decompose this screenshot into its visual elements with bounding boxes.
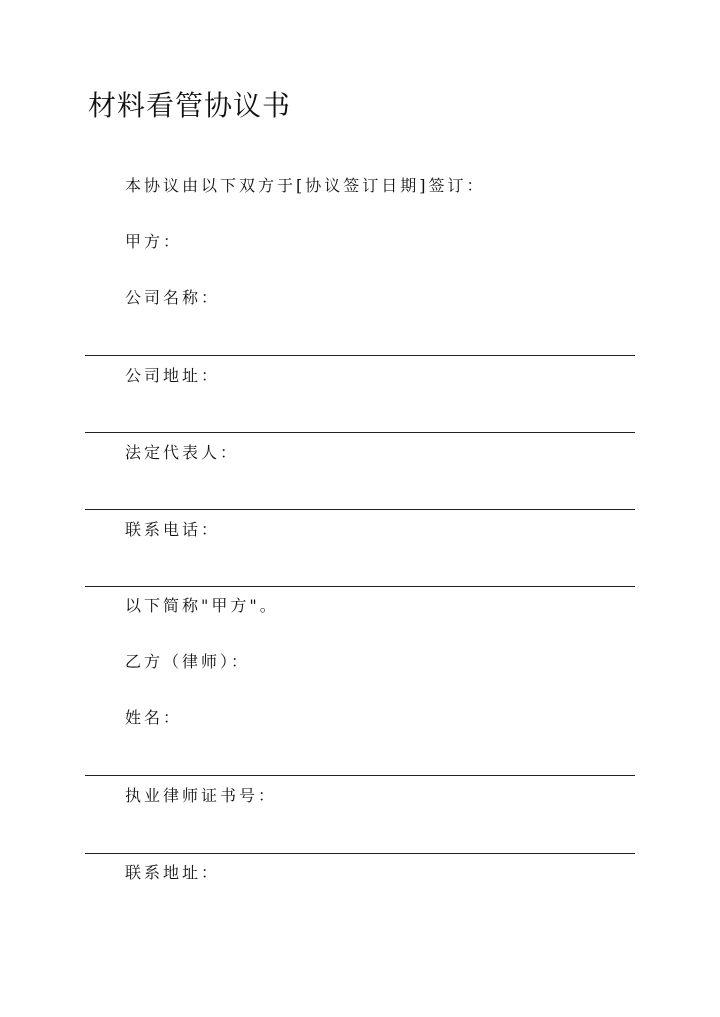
party-b-heading: 乙方（律师）： — [125, 652, 251, 671]
company-address-line — [85, 432, 635, 433]
legal-representative-line — [85, 509, 635, 510]
legal-representative-label: 法定代表人： — [125, 443, 240, 462]
license-number-label: 执业律师证书号： — [125, 786, 278, 805]
phone-label: 联系电话： — [125, 520, 221, 539]
company-address-label: 公司地址： — [125, 366, 221, 385]
lawyer-name-line — [85, 775, 635, 776]
lawyer-name-label: 姓名： — [125, 708, 183, 727]
intro-text: 本协议由以下双方于[协议签订日期]签订： — [125, 176, 486, 195]
contact-address-label: 联系地址： — [125, 863, 221, 882]
license-number-line — [85, 853, 635, 854]
party-a-alias-note: 以下简称"甲方"。 — [125, 596, 279, 615]
party-a-heading: 甲方： — [125, 232, 183, 251]
phone-line — [85, 586, 635, 587]
company-name-label: 公司名称： — [125, 288, 221, 307]
document-title: 材料看管协议书 — [88, 89, 292, 122]
company-name-line — [85, 355, 635, 356]
